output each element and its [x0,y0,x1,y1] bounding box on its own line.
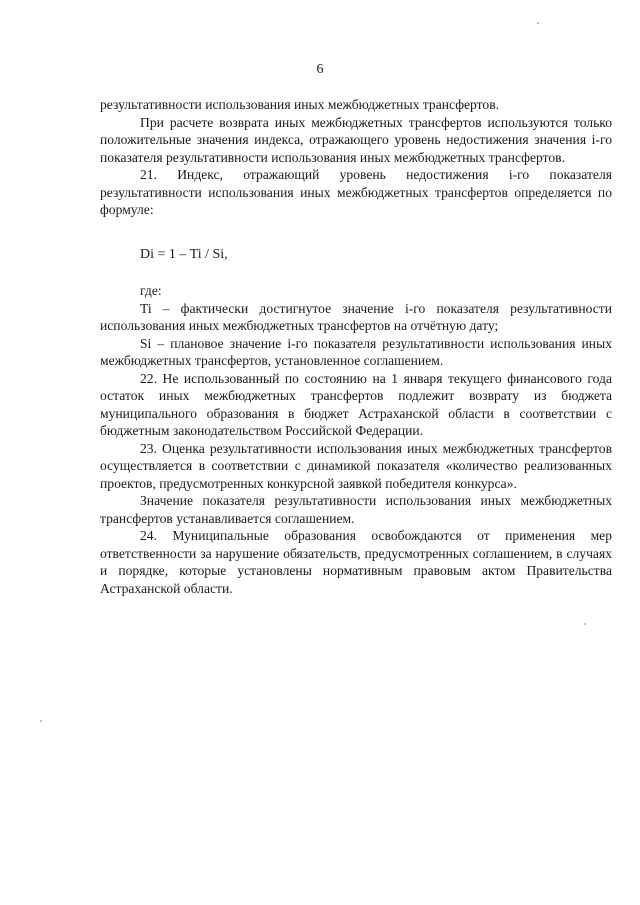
page-number: 6 [316,62,324,77]
paragraph-item-24: 24. Муниципальные образования освобождаются от применения мер ответственности за нарушение обязательств, предусмотренных соглашением, в случаях и порядке, которые установлены нормативным правовым актом Правительства Астраханской области. [100,528,612,596]
paragraph-indicator-value: Значение показателя результативности использования иных межбюджетных трансфертов устанавливается соглашением. [100,493,612,526]
paragraph-item-22: 22. Не использованный по состоянию на 1 января текущего финансового года остаток иных межбюджетных трансфертов подлежит возврату из бюджета муниципального образования в бюджет Астраханской области в соответствии с бюджетным законодательством Российской Федерации. [100,370,612,438]
paragraph-item-23: 23. Оценка результативности использования иных межбюджетных трансфертов осуществляется в соответствии с динамикой показателя «количество реализованных проектов, предусмотренных конкурсной заявкой победителя конкурса». [100,440,612,491]
paragraph-return-calculation: При расчете возврата иных межбюджетных трансфертов используются только положительные значения индекса, отражающего уровень недостижения значения i-го показателя результативности использования иных межбюджетных трансфертов. [100,114,612,165]
scan-speck [40,720,42,722]
scan-speck [537,22,539,24]
scan-speck [584,623,586,625]
paragraph-where: где: [140,283,162,298]
formula: Di = 1 – Ti / Si, [140,247,228,262]
paragraph-item-21: 21. Индекс, отражающий уровень недостижения i-го показателя результативности использования иных межбюджетных трансфертов определяется по формуле: [100,167,612,217]
text-block-top [100,96,612,219]
text-block-bottom [100,282,612,597]
paragraph-si-definition: Si – плановое значение i-го показателя результативности использования иных межбюджетных трансфертов, установленное соглашением. [100,335,612,368]
paragraph-continuation: результативности использования иных межбюджетных трансфертов. [100,97,500,112]
paragraph-ti-definition: Ti – фактически достигнутое значение i-го показателя результативности использования иных межбюджетных трансфертов на отчётную дату; [100,300,612,333]
